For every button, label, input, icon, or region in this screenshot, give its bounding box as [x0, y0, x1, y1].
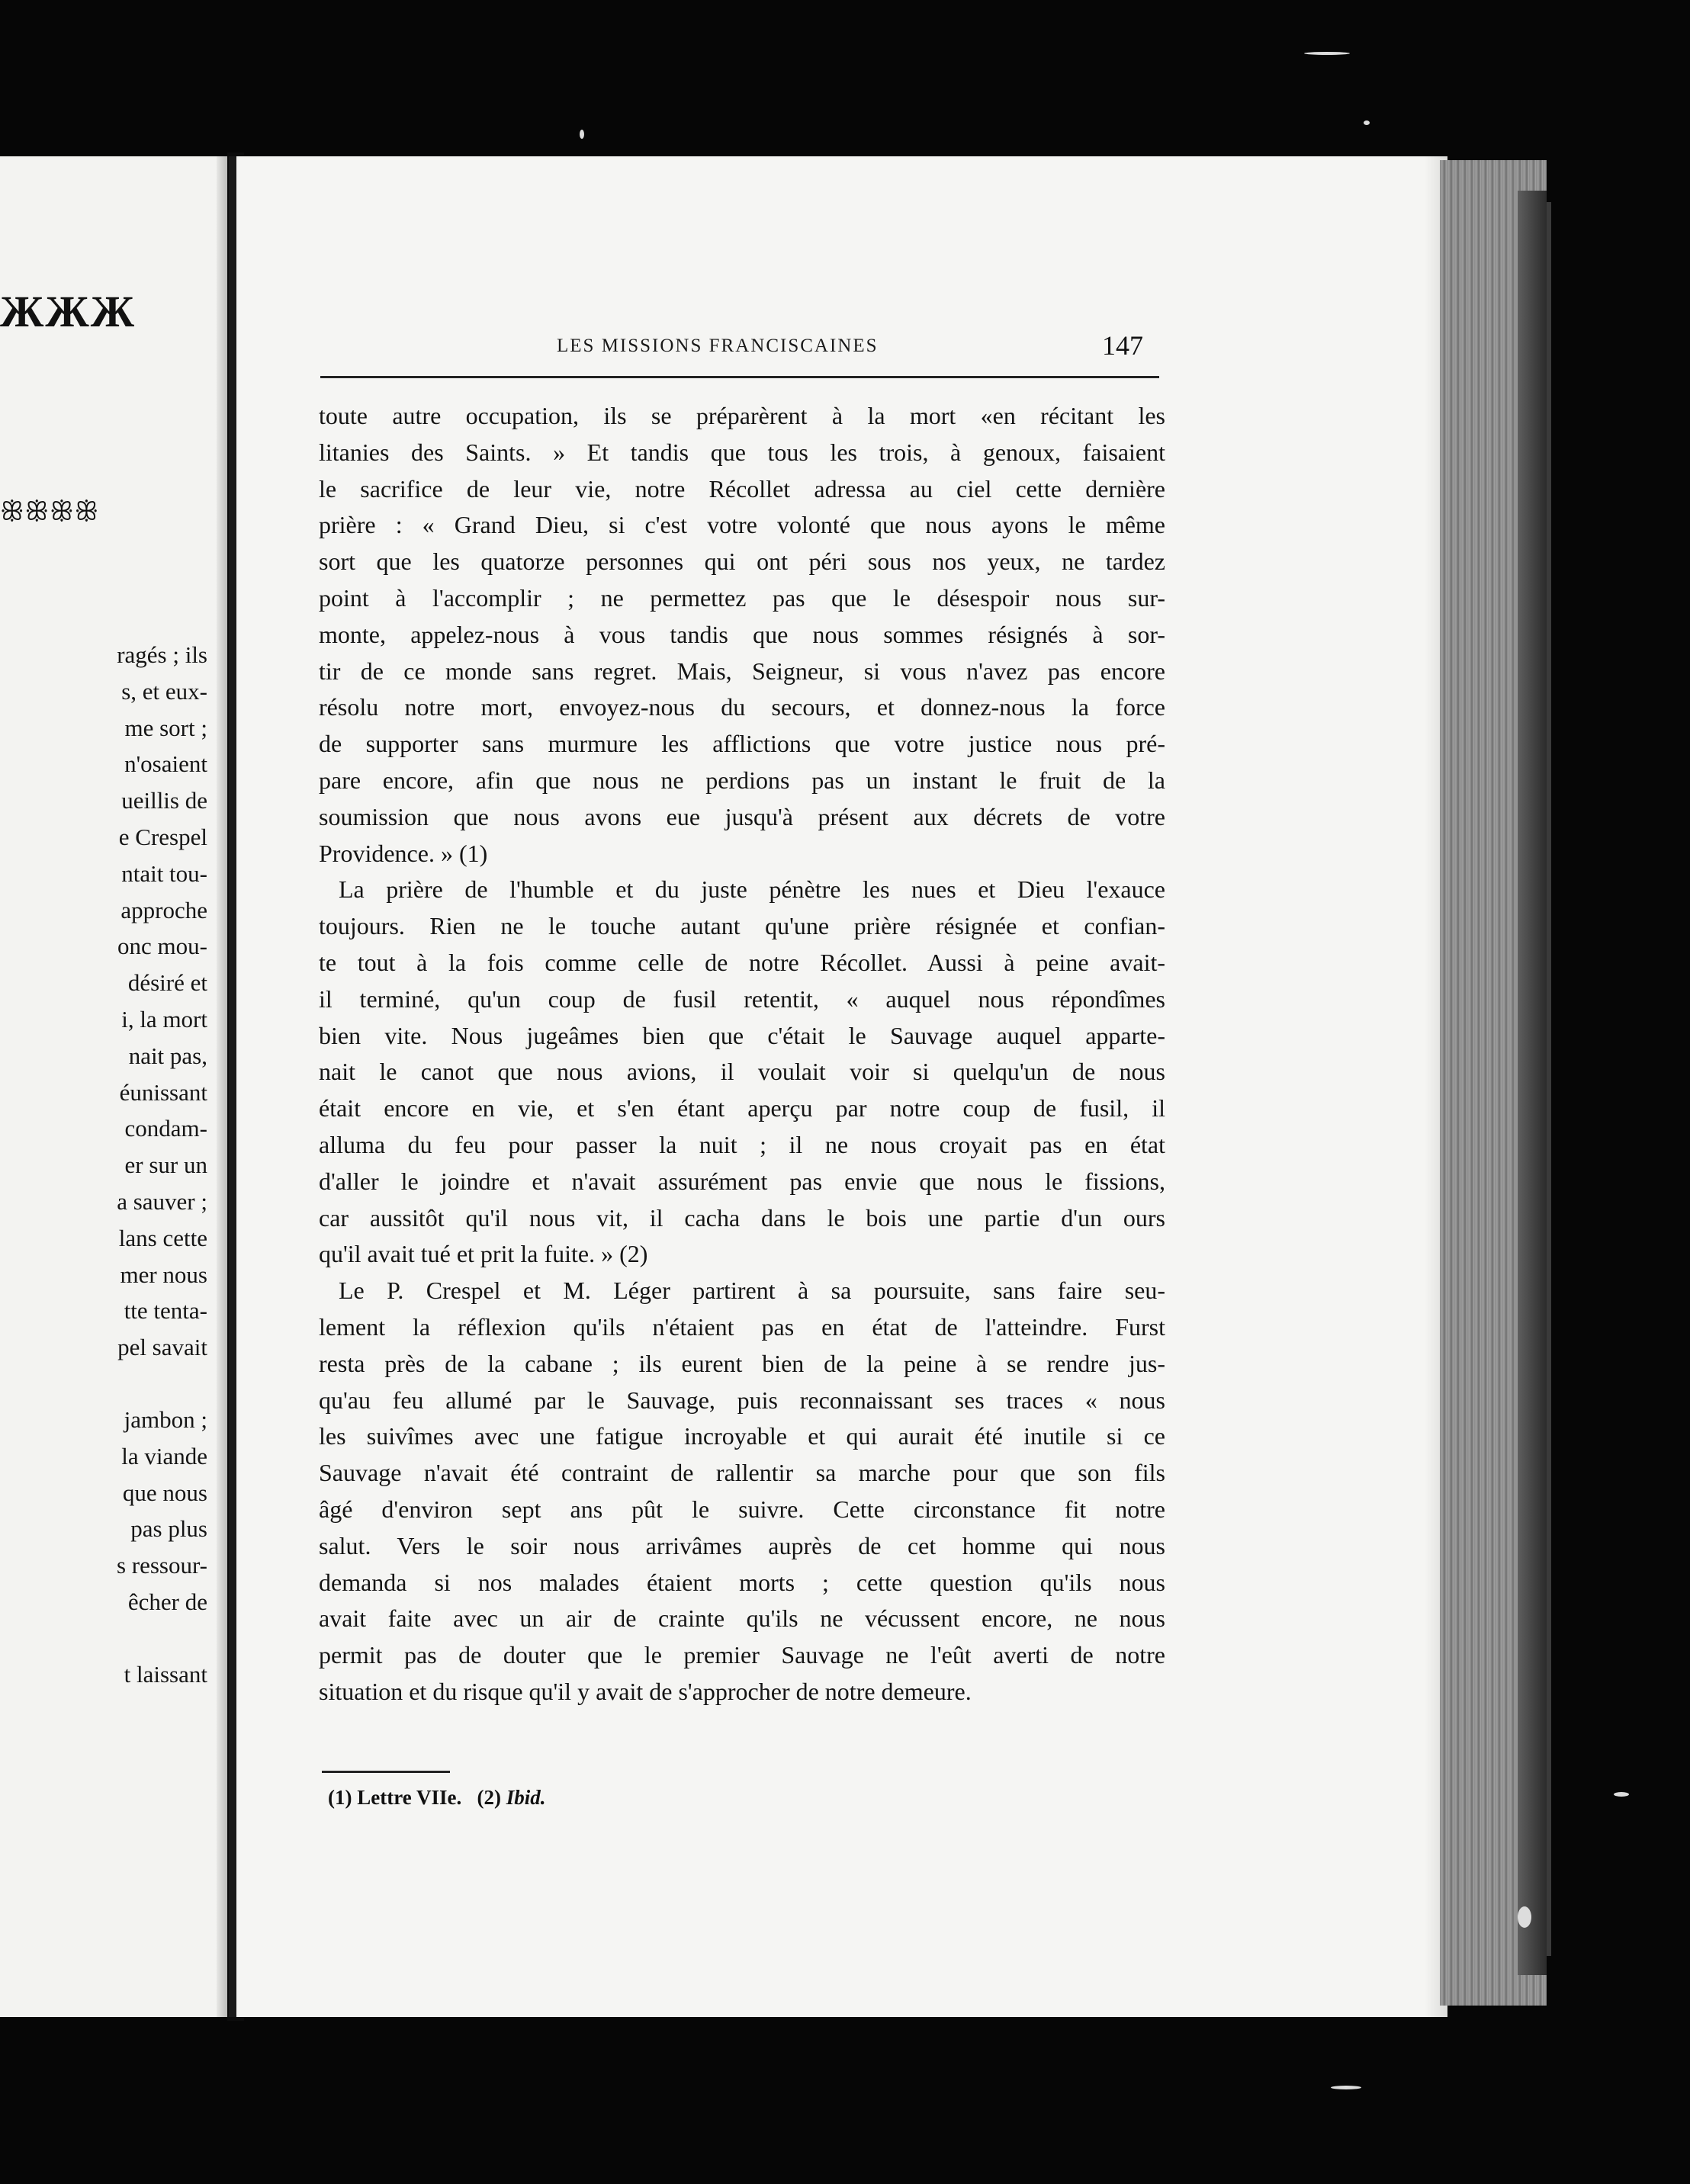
left-text-line: mer nous [120, 1261, 207, 1288]
left-text-line: ueillis de [121, 787, 207, 814]
text-line: toujours. Rien ne le touche autant qu'une prière résignée et confian- [319, 912, 1165, 940]
text-line: Providence. » (1) [319, 839, 488, 867]
left-text-line: e Crespel [118, 823, 207, 850]
dust-speck [1304, 52, 1350, 55]
text-line: prière : « Grand Dieu, si c'est votre volonté que nous ayons le même [319, 511, 1165, 539]
footnotes [328, 1786, 545, 1810]
left-text-line [9, 1620, 207, 1656]
footnote-1: (1) Lettre VIIe. [328, 1786, 462, 1809]
left-text-line: onc mou- [117, 933, 207, 960]
left-text-line: êcher de [127, 1588, 207, 1615]
text-line: te tout à la fois comme celle de notre Récollet. Aussi à peine avait- [319, 948, 1165, 976]
text-line: point à l'accomplir ; ne permettez pas que le désespoir nous sur- [319, 583, 1165, 612]
text-line: résolu notre mort, envoyez-nous du secours, et donnez-nous la force [319, 693, 1165, 721]
text-line: permit pas de douter que le premier Sauvage ne l'eût averti de notre [319, 1641, 1165, 1669]
left-text-line: lans cette [118, 1224, 207, 1251]
left-text-line: a sauver ; [117, 1187, 207, 1215]
text-line: était encore en vie, et s'en étant aperçu par notre coup de fusil, il [319, 1094, 1165, 1123]
left-text-line: que nous [122, 1479, 207, 1506]
text-line: il terminé, qu'un coup de fusil retentit, « auquel nous répondîmes [319, 984, 1165, 1013]
left-text-line: s, et eux- [121, 677, 207, 705]
text-line: demanda si nos malades étaient morts ; cette question qu'ils nous [319, 1568, 1165, 1596]
text-line: d'aller le joindre et n'avait assurément pas envie que nous le fissions, [319, 1167, 1165, 1195]
left-text-line: er sur un [124, 1151, 207, 1179]
text-line: nait le canot que nous avions, il voulait voir si quelqu'un de nous [319, 1058, 1165, 1086]
running-head: LES MISSIONS FRANCISCAINES [557, 336, 879, 356]
left-text-line: la viande [121, 1442, 207, 1469]
text-line: âgé d'environ sept ans pût le suivre. Cette circonstance fit notre [319, 1495, 1165, 1523]
left-ornament-bottom: ꕥꕥꕥꕥ [0, 498, 100, 526]
text-line: de supporter sans murmure les afflictions que votre justice nous pré- [319, 730, 1165, 758]
text-line: toute autre occupation, ils se préparèrent à la mort «en récitant les [319, 402, 1165, 429]
left-text-line [9, 1366, 207, 1402]
text-line: litanies des Saints. » Et tandis que tous les trois, à genoux, faisaient [319, 438, 1165, 466]
text-line: resta près de la cabane ; ils eurent bien de la peine à se rendre jus- [319, 1349, 1165, 1377]
text-line: sort que les quatorze personnes qui ont péri sous nos yeux, ne tardez [319, 548, 1165, 576]
text-line: qu'il avait tué et prit la fuite. » (2) [319, 1240, 648, 1268]
text-line: soumission que nous avons eue jusqu'à présent aux décrets de votre [319, 802, 1165, 830]
body-text [319, 398, 1165, 1710]
left-text-line: n'osaient [124, 750, 207, 778]
left-text-line: pas plus [130, 1515, 207, 1543]
left-text-line: s ressour- [116, 1552, 207, 1579]
left-page-text [9, 637, 207, 1693]
text-line: Le P. Crespel et M. Léger partirent à sa poursuite, sans faire seu- [339, 1277, 1165, 1305]
text-line: car aussitôt qu'il nous vit, il cacha dans le bois une partie d'un ours [319, 1203, 1165, 1232]
left-text-line: i, la mort [121, 1005, 207, 1033]
dust-speck [1614, 1792, 1629, 1797]
left-text-line: pel savait [117, 1334, 207, 1361]
dust-speck [580, 130, 584, 139]
left-text-line: tte tenta- [124, 1297, 207, 1325]
text-line: La prière de l'humble et du juste pénètre les nues et Dieu l'exauce [339, 875, 1165, 904]
fore-edge-shadow [1518, 191, 1547, 1975]
text-line: avait faite avec un air de crainte qu'ils ne vécussent encore, ne nous [319, 1604, 1165, 1633]
footnote-rule [322, 1771, 450, 1773]
header-rule [320, 376, 1159, 378]
left-page [0, 156, 227, 2017]
page-number: 147 [1102, 330, 1143, 361]
text-line: alluma du feu pour passer la nuit ; il ne nous croyait pas en état [319, 1130, 1165, 1158]
left-page-gutter-shadow [217, 156, 227, 2017]
left-text-line: t laissant [124, 1660, 207, 1688]
dust-speck [1518, 1906, 1531, 1928]
text-line: Sauvage n'avait été contraint de rallentir sa marche pour que son fils [319, 1459, 1165, 1487]
text-line: situation et du risque qu'il y avait de s'approcher de notre demeure. [319, 1677, 972, 1705]
text-line: lement la réflexion qu'ils n'étaient pas en état de l'atteindre. Furst [319, 1312, 1165, 1341]
dust-speck [1364, 120, 1370, 125]
footnote-2-number: (2) [477, 1786, 501, 1809]
left-text-line: éunissant [119, 1078, 207, 1106]
left-text-line: approche [120, 896, 207, 923]
footnote-2-text: Ibid. [506, 1786, 546, 1809]
cover-edge [1547, 202, 1551, 1956]
dust-speck [1331, 2086, 1361, 2089]
text-line: pare encore, afin que nous ne perdions pas un instant le fruit de la [319, 766, 1165, 794]
left-text-line: désiré et [127, 969, 207, 997]
text-line: monte, appelez-nous à vous tandis que nous sommes résignés à sor- [319, 620, 1165, 648]
text-line: qu'au feu allumé par le Sauvage, puis reconnaissant ses traces « nous [319, 1386, 1165, 1414]
left-text-line: condam- [124, 1115, 207, 1142]
page-fore-edge [1440, 160, 1547, 2006]
left-text-line: ragés ; ils [117, 641, 207, 668]
text-line: les suivîmes avec une fatigue incroyable et qui aurait été inutile si ce [319, 1422, 1165, 1450]
left-text-line: ntait tou- [121, 859, 207, 887]
text-line: tir de ce monde sans regret. Mais, Seigneur, si vous n'avez pas encore [319, 657, 1165, 685]
left-text-line: jambon ; [124, 1405, 207, 1433]
text-line: bien vite. Nous jugeâmes bien que c'était le Sauvage auquel apparte- [319, 1021, 1165, 1049]
left-ornament-top: ЖЖЖ [0, 287, 137, 336]
text-line: salut. Vers le soir nous arrivâmes auprès de cet homme qui nous [319, 1531, 1165, 1559]
left-text-line: me sort ; [124, 714, 207, 741]
left-text-line: nait pas, [128, 1042, 207, 1069]
text-line: le sacrifice de leur vie, notre Récollet adressa au ciel cette dernière [319, 474, 1165, 503]
